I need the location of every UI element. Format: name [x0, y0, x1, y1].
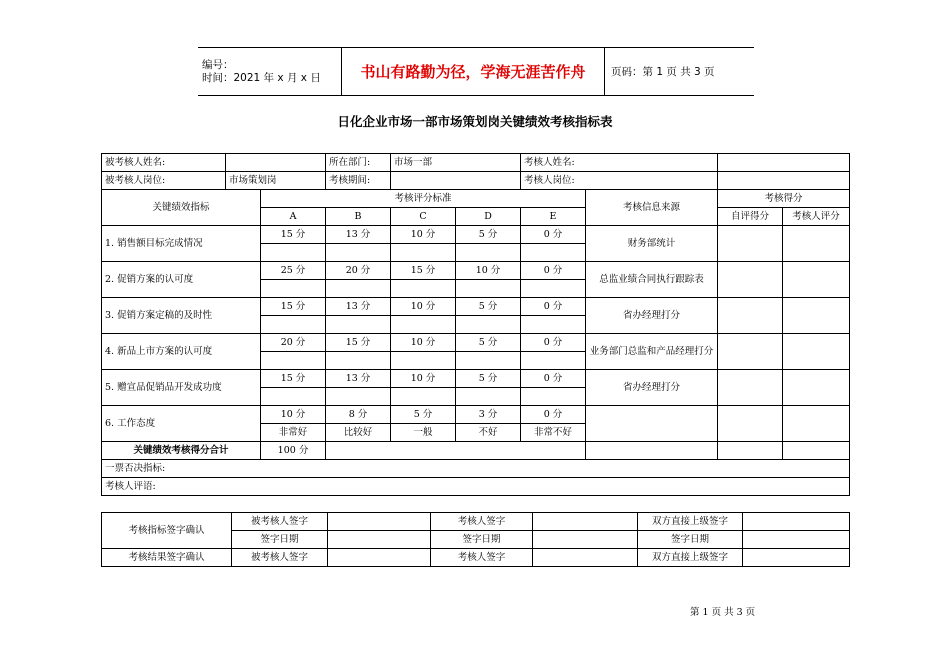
- examiner-score-cell[interactable]: [783, 334, 850, 370]
- examiner-score-cell[interactable]: [783, 226, 850, 262]
- self-score-cell[interactable]: [718, 370, 783, 406]
- superior-sign-field[interactable]: [743, 549, 850, 567]
- grade-score: 13 分: [326, 370, 391, 388]
- grade-score: 5 分: [456, 298, 521, 316]
- period-label: 考核期间:: [326, 172, 391, 190]
- page-title: 日化企业市场一部市场策划岗关键绩效考核指标表: [337, 114, 613, 129]
- info-source: 业务部门总监和产品经理打分: [586, 334, 718, 370]
- kpi-table: [101, 153, 850, 496]
- time-label: 时间：2021 年 x 月 x 日: [202, 71, 321, 84]
- grade-score: 25 分: [261, 262, 326, 280]
- kpi-name: 4. 新品上市方案的认可度: [102, 334, 261, 370]
- attitude-row: [102, 406, 850, 424]
- grade-score: 15 分: [261, 226, 326, 244]
- self-score-cell[interactable]: [718, 226, 783, 262]
- examiner-name-field[interactable]: [718, 154, 850, 172]
- signature-table: [101, 512, 850, 567]
- examiner-total-cell[interactable]: [783, 442, 850, 460]
- superior-sign-label: 双方直接上级签字: [638, 513, 743, 531]
- kpi-row: [102, 370, 850, 388]
- score-column-header: 考核得分: [718, 190, 850, 208]
- sign-date-label: 签字日期: [431, 531, 533, 549]
- header-meta: [198, 48, 342, 96]
- examiner-sign-field[interactable]: [533, 549, 638, 567]
- standard-column-header: 考核评分标准: [261, 190, 586, 208]
- info-source: 省办经理打分: [586, 298, 718, 334]
- veto-row: [102, 460, 850, 478]
- grade-e-header: E: [521, 208, 586, 226]
- examinee-sign-label: 被考核人签字: [232, 549, 328, 567]
- kpi-row: [102, 262, 850, 280]
- grade-score: 10 分: [391, 334, 456, 352]
- kpi-name: 3. 促销方案定稿的及时性: [102, 298, 261, 334]
- superior-sign-field[interactable]: [743, 513, 850, 531]
- grade-score: 10 分: [391, 370, 456, 388]
- period-field[interactable]: [391, 172, 521, 190]
- self-score-cell[interactable]: [718, 262, 783, 298]
- grade-score: 15 分: [391, 262, 456, 280]
- sign-date-field[interactable]: [743, 531, 850, 549]
- examiner-name-label: 考核人姓名:: [521, 154, 718, 172]
- examiner-sign-label: 考核人签字: [431, 549, 533, 567]
- page-footer: 第 1 页 共 3 页: [690, 607, 756, 618]
- page-code: 页码：第 1 页 共 3 页: [605, 48, 755, 96]
- grade-score: 10 分: [391, 226, 456, 244]
- motto: 书山有路勤为径，学海无涯苦作舟: [342, 48, 605, 96]
- attitude-score: 3 分: [456, 406, 521, 424]
- department-label: 所在部门:: [326, 154, 391, 172]
- examinee-post-label: 被考核人岗位:: [102, 172, 226, 190]
- grade-score: 5 分: [456, 226, 521, 244]
- attitude-name: 6. 工作态度: [102, 406, 261, 442]
- grade-b-header: B: [326, 208, 391, 226]
- grade-score: 5 分: [456, 334, 521, 352]
- attitude-level: 非常好: [261, 424, 326, 442]
- examiner-sign-field[interactable]: [533, 513, 638, 531]
- veto-label: 一票否决指标:: [102, 460, 850, 478]
- sign-date-field[interactable]: [533, 531, 638, 549]
- examiner-post-label: 考核人岗位:: [521, 172, 718, 190]
- attitude-level: 不好: [456, 424, 521, 442]
- source-column-header: 考核信息来源: [586, 190, 718, 226]
- kpi-name: 5. 赠宣品促销品开发成功度: [102, 370, 261, 406]
- attitude-level: 比较好: [326, 424, 391, 442]
- grade-score: 13 分: [326, 298, 391, 316]
- kpi-row: [102, 226, 850, 244]
- attitude-score: 10 分: [261, 406, 326, 424]
- attitude-score: 5 分: [391, 406, 456, 424]
- number-label: 编号：: [202, 58, 234, 71]
- grade-score: 20 分: [261, 334, 326, 352]
- examiner-score-cell[interactable]: [783, 262, 850, 298]
- grade-score: 13 分: [326, 226, 391, 244]
- sign-date-field[interactable]: [328, 531, 431, 549]
- examiner-score-cell[interactable]: [783, 406, 850, 442]
- grade-score: 0 分: [521, 262, 586, 280]
- examinee-name-field[interactable]: [226, 154, 326, 172]
- attitude-score: 8 分: [326, 406, 391, 424]
- grade-a-header: A: [261, 208, 326, 226]
- column-header-row-1: [102, 190, 850, 208]
- info-row-2: [102, 172, 850, 190]
- document-header: [198, 47, 754, 96]
- grade-score: 10 分: [391, 298, 456, 316]
- grade-score: 10 分: [456, 262, 521, 280]
- department-value: 市场一部: [391, 154, 521, 172]
- grade-c-header: C: [391, 208, 456, 226]
- examinee-sign-field[interactable]: [328, 513, 431, 531]
- indicator-sign-row: [102, 513, 850, 531]
- self-score-cell[interactable]: [718, 298, 783, 334]
- info-source: 总监业绩合同执行跟踪表: [586, 262, 718, 298]
- grade-d-header: D: [456, 208, 521, 226]
- grade-score: 0 分: [521, 226, 586, 244]
- attitude-score: 0 分: [521, 406, 586, 424]
- indicator-confirm-label: 考核指标签字确认: [102, 513, 232, 549]
- comment-label: 考核人评语:: [102, 478, 850, 496]
- kpi-row: [102, 334, 850, 352]
- grade-score: 0 分: [521, 298, 586, 316]
- examiner-sign-label: 考核人签字: [431, 513, 533, 531]
- grade-score: 15 分: [261, 370, 326, 388]
- info-source: 财务部统计: [586, 226, 718, 262]
- grade-score: 0 分: [521, 370, 586, 388]
- kpi-name: 1. 销售额目标完成情况: [102, 226, 261, 262]
- self-total-cell[interactable]: [718, 442, 783, 460]
- sign-date-label: 签字日期: [232, 531, 328, 549]
- info-source: 省办经理打分: [586, 370, 718, 406]
- grade-score: 20 分: [326, 262, 391, 280]
- examinee-sign-field[interactable]: [328, 549, 431, 567]
- self-score-cell[interactable]: [718, 406, 783, 442]
- examiner-score-cell[interactable]: [783, 298, 850, 334]
- examiner-score-cell[interactable]: [783, 370, 850, 406]
- kpi-row: [102, 298, 850, 316]
- result-sign-row: [102, 549, 850, 567]
- result-confirm-label: 考核结果签字确认: [102, 549, 232, 567]
- examiner-score-header: 考核人评分: [783, 208, 850, 226]
- self-score-cell[interactable]: [718, 334, 783, 370]
- attitude-source: [586, 406, 718, 442]
- grade-score: 15 分: [326, 334, 391, 352]
- info-row-1: [102, 154, 850, 172]
- kpi-column-header: 关键绩效指标: [102, 190, 261, 226]
- examinee-name-label: 被考核人姓名:: [102, 154, 226, 172]
- kpi-name: 2. 促销方案的认可度: [102, 262, 261, 298]
- total-label: 关键绩效考核得分合计: [102, 442, 261, 460]
- total-value: 100 分: [261, 442, 326, 460]
- examiner-post-field[interactable]: [718, 172, 850, 190]
- grade-score: 5 分: [456, 370, 521, 388]
- attitude-level: 非常不好: [521, 424, 586, 442]
- attitude-level: 一般: [391, 424, 456, 442]
- self-score-header: 自评得分: [718, 208, 783, 226]
- grade-score: 15 分: [261, 298, 326, 316]
- grade-score: 0 分: [521, 334, 586, 352]
- superior-sign-label: 双方直接上级签字: [638, 549, 743, 567]
- examinee-sign-label: 被考核人签字: [232, 513, 328, 531]
- examinee-post-value: 市场策划岗: [226, 172, 326, 190]
- comment-row: [102, 478, 850, 496]
- total-row: [102, 442, 850, 460]
- sign-date-label: 签字日期: [638, 531, 743, 549]
